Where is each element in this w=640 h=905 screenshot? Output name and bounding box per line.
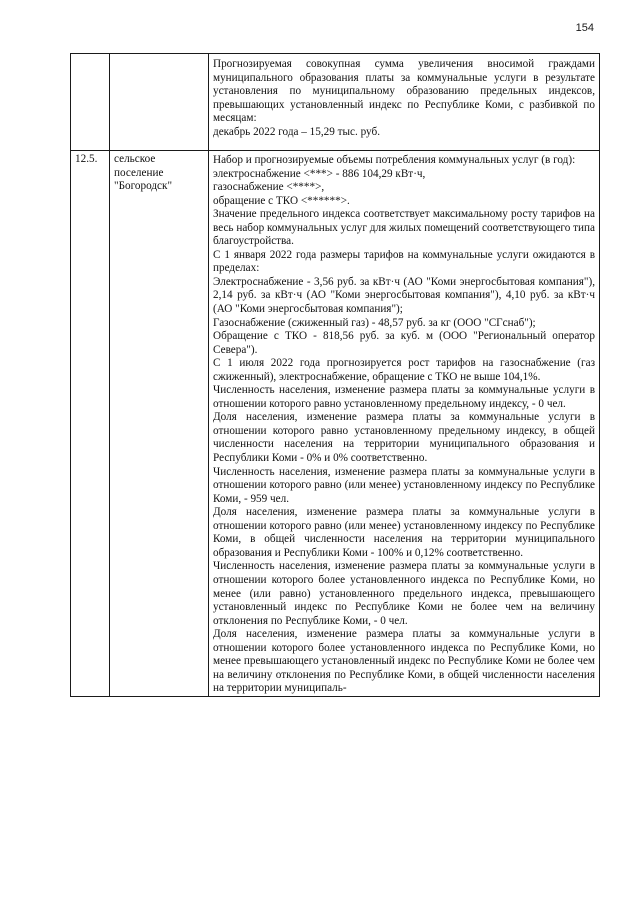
paragraph: Численность населения, изменение размера платы за коммунальные услуги в отношении которого равно установленному предельному индексу, - 0 чел. xyxy=(213,384,595,410)
table-row xyxy=(71,54,600,151)
table-row xyxy=(71,151,600,697)
paragraph: С 1 января 2022 года размеры тарифов на коммунальные услуги ожидаются в пределах: xyxy=(213,248,595,275)
municipality-name-cell xyxy=(110,54,209,151)
paragraph: С 1 июля 2022 года прогнозируется рост тарифов на газоснабжение (газ сжиженный), электроснабжение, обращение с ТКО не выше 104,1%. xyxy=(213,357,595,383)
paragraph: электроснабжение <***> - 886 104,29 кВт·ч, xyxy=(213,167,426,180)
paragraph: декабрь 2022 года – 15,29 тыс. руб. xyxy=(213,125,380,138)
paragraph: Доля населения, изменение размера платы за коммунальные услуги в отношении которого более установленного индекса по Республике Коми, но менее превышающего установленный индекс по Республике Коми не более чем на величину отклонения по Республике Коми, в общей численности населения на территории муниципаль- xyxy=(213,628,595,695)
paragraph: Газоснабжение (сжиженный газ) - 48,57 руб. за кг (ООО "СГснаб"); xyxy=(213,316,536,329)
tariff-table xyxy=(70,53,600,697)
paragraph: Доля населения, изменение размера платы за коммунальные услуги в отношении которого равно (или менее) установленному индексу по Республике Коми, в общей численности населения на территории муниципального образования и Республики Коми - 100% и 0,12% соответственно. xyxy=(213,506,595,559)
paragraph: Обращение с ТКО - 818,56 руб. за куб. м (ООО "Региональный оператор Севера"). xyxy=(213,330,595,356)
row-number-cell: 12.5. xyxy=(71,151,110,697)
paragraph: газоснабжение <****>, xyxy=(213,181,325,194)
page-number: 154 xyxy=(575,22,594,34)
paragraph: Значение предельного индекса соответствует максимальному росту тарифов на весь набор коммунальных услуг для жилых помещений соответствующего типа благоустройства. xyxy=(213,208,595,248)
description-cell xyxy=(209,54,600,151)
row-number-cell xyxy=(71,54,110,151)
paragraph: Набор и прогнозируемые объемы потребления коммунальных услуг (в год): xyxy=(213,154,576,166)
paragraph: Электроснабжение - 3,56 руб. за кВт·ч (АО "Коми энергосбытовая компания"), 2,14 руб. за кВт·ч (АО "Коми энергосбытовая компания"), 4,10 руб. за кВт·ч (АО "Коми энергосбытовая компания"); xyxy=(213,275,595,316)
paragraph: обращение с ТКО <******>. xyxy=(213,194,350,207)
paragraph: Численность населения, изменение размера платы за коммунальные услуги в отношении которого более установленного индекса по Республике Коми, но менее (или равно) установленного предельного индекса, превышающего установленный индекс по Республике Коми не более чем на величину отклонения по Республике Коми, - 0 чел. xyxy=(213,560,595,627)
municipality-name-cell: сельское поселение "Богородск" xyxy=(110,151,209,697)
paragraph: Численность населения, изменение размера платы за коммунальные услуги в отношении которого равно (или менее) установленному индексу по Республике Коми, - 959 чел. xyxy=(213,465,595,505)
description-cell xyxy=(209,151,600,697)
paragraph: Прогнозируемая совокупная сумма увеличения вносимой граждами муниципального образования платы за коммунальные услуги в результате установления по муниципальному образованию предельных индексов, превышающих установленный индекс по Республике Коми, с разбивкой по месяцам: xyxy=(213,58,595,125)
paragraph: Доля населения, изменение размера платы за коммунальные услуги в отношении которого равно установленному предельному индексу, в общей численности населения на территории муниципального образования и Республики Коми - 0% и 0% соответственно. xyxy=(213,411,595,465)
